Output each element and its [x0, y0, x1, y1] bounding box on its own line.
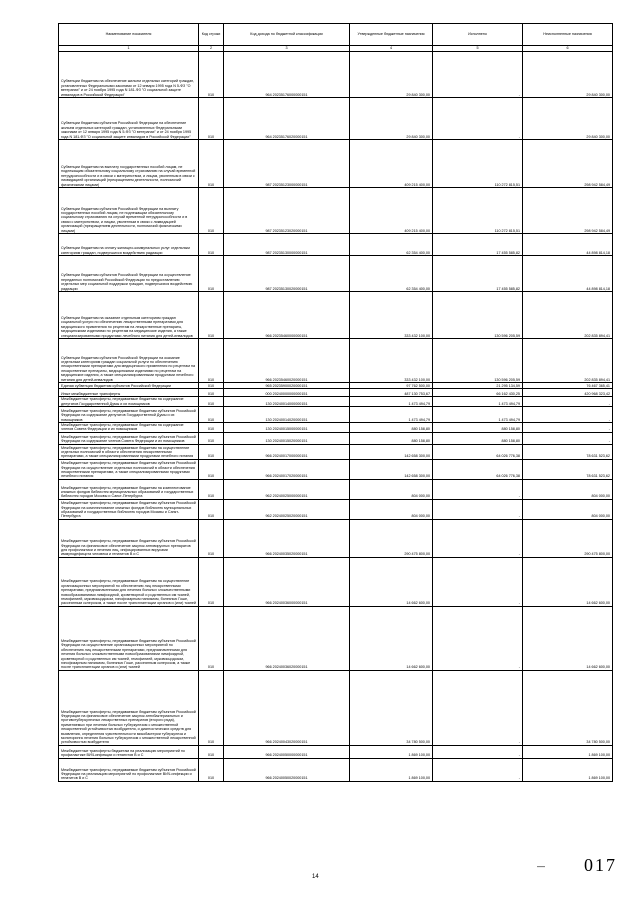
- row-unexecuted: 804 000,00: [523, 499, 613, 519]
- row-name: Субвенции бюджетам на оплату жилищно-коммунальных услуг отдельным категориям граждан, подвергшихся воздействию радиации: [59, 234, 199, 256]
- header-name: Наименование показателя: [59, 24, 199, 46]
- row-kbk: 966 20240036000000151: [224, 557, 350, 606]
- row-approved: 880 158,80: [350, 423, 433, 433]
- table-row: [59, 234, 613, 256]
- row-kbk: 965 20235900020000151: [224, 383, 350, 389]
- row-code: 010: [199, 52, 224, 98]
- table-row: [59, 423, 613, 433]
- table-row: [59, 188, 613, 234]
- row-unexecuted: 29 840 300,00: [523, 98, 613, 140]
- row-kbk: 964 20235176000000151: [224, 52, 350, 98]
- row-name: Межбюджетные трансферты, передаваемые бюджетам субъектов Российской Федерации на содержание депутатов Государственной Думы и их помощников: [59, 407, 199, 423]
- row-executed: 110 272 815,51: [433, 188, 523, 234]
- row-code: 010: [199, 670, 224, 745]
- table-row: [59, 140, 613, 188]
- row-code: 010: [199, 758, 224, 781]
- row-name: Субвенции бюджетам субъектов Российской Федерации на оказание отдельным категориям граждан социальной услуги по обеспечению лекарственными препаратами для медицинского применения по рецептам на лекарственные препараты, медицинскими изделиями по рецептам на медицинские изделия, а также специализированными продуктами лечебного питания для детей-инвалидов: [59, 339, 199, 383]
- row-executed: 21 295 134,59: [433, 383, 523, 389]
- column-number: 3: [224, 46, 350, 52]
- row-approved: 62 354 400,00: [350, 234, 433, 256]
- page-number: 14: [312, 874, 319, 880]
- row-executed: -: [433, 670, 523, 745]
- table-row: [59, 499, 613, 519]
- column-number: 2: [199, 46, 224, 52]
- row-unexecuted: 1 869 100,00: [523, 758, 613, 781]
- row-name: Межбюджетные трансферты, передаваемые бюджетам субъектов Российской Федерации на комплектование книжных фондов библиотек муниципальных образований и государственных библиотек городов Москвы и Санкт-Петербурга: [59, 499, 199, 519]
- row-executed: 66 162 430,25: [433, 389, 523, 397]
- table-row: [59, 292, 613, 339]
- row-code: 010: [199, 479, 224, 499]
- table-row: [59, 670, 613, 745]
- row-unexecuted: 1 869 100,00: [523, 745, 613, 758]
- row-unexecuted: 14 662 600,00: [523, 557, 613, 606]
- row-name: Межбюджетные трансферты, передаваемые бюджетам субъектов Российской Федерации на финансовое обеспечение закупок антибактериальных и противотуберкулезных лекарственных препаратов (второго ряда), применяемых при лечении больных туберкулезом с множественной лекарственной устойчивостью возбудителя, и диагностических средств для выявления, определения чувствительности микобактерии туберкулеза и мониторинга лечения больных туберкулезом с множественной лекарственной устойчивостью возбудителя: [59, 670, 199, 745]
- row-code: 010: [199, 557, 224, 606]
- row-executed: 880 158,80: [433, 423, 523, 433]
- row-code: 010: [199, 389, 224, 397]
- row-kbk: 966 20240017020000151: [224, 459, 350, 479]
- row-executed: -: [433, 98, 523, 140]
- row-name: Субвенции бюджетам на обеспечение жильем отдельных категорий граждан, установленных Федеральными законами от 12 января 1995 года N 5-ФЗ "О ветеранах" и от 24 ноября 1995 года N 181-ФЗ "О социальной защите инвалидов в Российской Федерации": [59, 52, 199, 98]
- row-name: Субвенции бюджетам на оказание отдельным категориям граждан социальной услуги по обеспечению лекарственными препаратами для медицинского применения по рецептам на лекарственные препараты, медицинскими изделиями по рецептам на медицинские изделия, а также специализированными продуктами лечебного питания для детей-инвалидов: [59, 292, 199, 339]
- row-unexecuted: 78 631 523,62: [523, 459, 613, 479]
- row-name: Межбюджетные трансферты, передаваемые бюджетам на содержание членов Совета Федерации и их помощников: [59, 423, 199, 433]
- table-row: [59, 444, 613, 459]
- row-approved: 804 000,00: [350, 479, 433, 499]
- row-kbk: 130 20240015020000151: [224, 432, 350, 444]
- table-row: [59, 745, 613, 758]
- column-number: 1: [59, 46, 199, 52]
- row-unexecuted: 290 475 800,00: [523, 519, 613, 557]
- row-kbk: 962 20240025000000151: [224, 479, 350, 499]
- row-unexecuted: 298 942 584,49: [523, 140, 613, 188]
- row-approved: 880 158,80: [350, 432, 433, 444]
- row-code: 010: [199, 397, 224, 407]
- row-executed: 880 158,80: [433, 432, 523, 444]
- row-approved: 29 840 300,00: [350, 98, 433, 140]
- row-approved: 333 432 100,00: [350, 292, 433, 339]
- row-name: Межбюджетные трансферты, передаваемые бюджетам на комплектование книжных фондов библиотек муниципальных образований и государственных библиотек городов Москвы и Санкт-Петербурга: [59, 479, 199, 499]
- row-executed: 130 596 205,59: [433, 292, 523, 339]
- row-name: Межбюджетные трансферты, передаваемые бюджетам субъектов Российской Федерации на осуществление отдельных полномочий в области обеспечения лекарственными препаратами, а также специализированными продуктами лечебного питания: [59, 459, 199, 479]
- row-executed: 110 272 815,51: [433, 140, 523, 188]
- row-unexecuted: 76 467 365,41: [523, 383, 613, 389]
- row-kbk: 987 20235130020000151: [224, 256, 350, 292]
- row-kbk: 966 20235460020000151: [224, 339, 350, 383]
- row-kbk: 966 20240050000000151: [224, 745, 350, 758]
- row-code: 010: [199, 234, 224, 256]
- table-row: [59, 52, 613, 98]
- row-approved: 62 354 400,00: [350, 256, 433, 292]
- row-unexecuted: 202 835 894,41: [523, 292, 613, 339]
- row-name: Межбюджетные трансферты, передаваемые бюджетам на осуществление отдельных полномочий в области обеспечения лекарственными препаратами, а также специализированными продуктами лечебного питания: [59, 444, 199, 459]
- row-kbk: 987 20235123020000151: [224, 188, 350, 234]
- table-row: [59, 557, 613, 606]
- table-row: [59, 339, 613, 383]
- row-approved: 804 000,00: [350, 499, 433, 519]
- row-code: 010: [199, 606, 224, 670]
- row-unexecuted: -: [523, 423, 613, 433]
- table-row: [59, 407, 613, 423]
- row-code: 010: [199, 423, 224, 433]
- row-unexecuted: -: [523, 432, 613, 444]
- row-code: 010: [199, 745, 224, 758]
- row-executed: 130 596 205,59: [433, 339, 523, 383]
- row-unexecuted: 44 898 814,18: [523, 256, 613, 292]
- row-name: Субвенции бюджетам субъектов Российской Федерации на выплату государственных пособий лицам, не подлежащим обязательному социальному страхованию на случай временной нетрудоспособности и в связи с материнством, и лицам, уволенным в связи с ликвидацией организаций (прекращением деятельности, полномочий физическими лицами): [59, 188, 199, 234]
- row-name: Субвенции бюджетам субъектов Российской Федерации на осуществление переданных полномочий Российской Федерации по предоставлению отдельных мер социальной поддержки граждан, подвергшихся воздействию радиации: [59, 256, 199, 292]
- row-kbk: 130 20240014020000151: [224, 407, 350, 423]
- row-approved: 1 473 494,79: [350, 407, 433, 423]
- row-kbk: 964 20235176020000151: [224, 98, 350, 140]
- row-approved: 14 662 600,00: [350, 606, 433, 670]
- row-code: 010: [199, 98, 224, 140]
- table-header-row: [59, 24, 613, 46]
- column-number: 4: [350, 46, 433, 52]
- row-approved: 1 869 100,00: [350, 745, 433, 758]
- dash-mark: —: [537, 862, 545, 871]
- table-row: [59, 98, 613, 140]
- row-unexecuted: 78 631 523,62: [523, 444, 613, 459]
- row-executed: -: [433, 606, 523, 670]
- row-executed: 64 026 776,38: [433, 444, 523, 459]
- row-executed: -: [433, 745, 523, 758]
- row-kbk: 000 20240000000000151: [224, 389, 350, 397]
- row-kbk: 966 20240035020000151: [224, 519, 350, 557]
- row-code: 010: [199, 459, 224, 479]
- row-kbk: 987 20235123000000151: [224, 140, 350, 188]
- row-kbk: 987 20235130000000151: [224, 234, 350, 256]
- header-kbk: Код дохода по бюджетной классификации: [224, 24, 350, 46]
- row-unexecuted: 44 898 814,18: [523, 234, 613, 256]
- table-row: [59, 432, 613, 444]
- table-row: [59, 459, 613, 479]
- column-number: 6: [523, 46, 613, 52]
- row-kbk: 130 20240015000000151: [224, 423, 350, 433]
- row-name: Межбюджетные трансферты, передаваемые бюджетам субъектов Российской Федерации на реализацию мероприятий по профилактике ВИЧ-инфекции и гепатитов B и C: [59, 758, 199, 781]
- page-stamp: 017: [584, 855, 617, 875]
- row-approved: 29 840 300,00: [350, 52, 433, 98]
- row-name: Иные межбюджетные трансферты: [59, 389, 199, 397]
- row-executed: 64 026 776,38: [433, 459, 523, 479]
- row-name: Межбюджетные трансферты, передаваемые бюджетам на осуществление организационных мероприятий по обеспечению лиц лекарственными препаратами, предназначенными для лечения больных злокачественными новообразованиями лимфоидной, кроветворной и родственных им тканей, гемофилией, муковисцидозом, гипофизарным нанизмом, болезнью Гоше, рассеянным склерозом, а также после трансплантации органов и (или) тканей: [59, 557, 199, 606]
- row-code: 010: [199, 519, 224, 557]
- row-kbk: 966 20240043020000151: [224, 670, 350, 745]
- table-row: [59, 519, 613, 557]
- row-approved: 409 215 400,00: [350, 188, 433, 234]
- row-approved: 333 432 100,00: [350, 339, 433, 383]
- row-approved: 34 780 500,00: [350, 670, 433, 745]
- row-kbk: 966 20240050020000151: [224, 758, 350, 781]
- row-code: 010: [199, 407, 224, 423]
- row-executed: -: [433, 758, 523, 781]
- budget-execution-table: [58, 23, 613, 782]
- row-approved: 409 215 400,00: [350, 140, 433, 188]
- row-kbk: 966 20240036020000151: [224, 606, 350, 670]
- row-unexecuted: 34 780 500,00: [523, 670, 613, 745]
- row-name: Межбюджетные трансферты, передаваемые бюджетам на содержание депутатов Государственной Думы и их помощников: [59, 397, 199, 407]
- column-number: 5: [433, 46, 523, 52]
- header-executed: Исполнено: [433, 24, 523, 46]
- row-approved: 487 130 753,67: [350, 389, 433, 397]
- row-executed: 17 455 585,82: [433, 234, 523, 256]
- row-name: Субвенции бюджетам субъектов Российской Федерации на обеспечение жильем отдельных категорий граждан, установленных Федеральными законами от 12 января 1995 года N 5-ФЗ "О ветеранах" и от 24 ноября 1995 года N 181-ФЗ "О социальной защите инвалидов в Российской Федерации": [59, 98, 199, 140]
- row-name: Межбюджетные трансферты, передаваемые бюджетам субъектов Российской Федерации на содержание членов Совета Федерации и их помощников: [59, 432, 199, 444]
- row-unexecuted: 420 968 323,42: [523, 389, 613, 397]
- row-code: 010: [199, 188, 224, 234]
- table-row: [59, 256, 613, 292]
- row-executed: -: [433, 52, 523, 98]
- row-kbk: 962 20240025020000151: [224, 499, 350, 519]
- row-executed: -: [433, 479, 523, 499]
- header-approved: Утвержденные бюджетные назначения: [350, 24, 433, 46]
- row-unexecuted: 298 942 584,49: [523, 188, 613, 234]
- table-row: [59, 397, 613, 407]
- row-approved: 1 473 494,79: [350, 397, 433, 407]
- header-unexecuted: Неисполненные назначения: [523, 24, 613, 46]
- row-approved: 1 869 100,00: [350, 758, 433, 781]
- table-row: [59, 758, 613, 781]
- header-code: Код строки: [199, 24, 224, 46]
- table-row: [59, 606, 613, 670]
- row-code: 010: [199, 383, 224, 389]
- row-unexecuted: -: [523, 397, 613, 407]
- row-executed: 1 473 494,79: [433, 397, 523, 407]
- row-executed: 17 455 585,82: [433, 256, 523, 292]
- row-code: 010: [199, 444, 224, 459]
- row-name: Субвенции бюджетам на выплату государственных пособий лицам, не подлежащим обязательному социальному страхованию на случай временной нетрудоспособности и в связи с материнством, и лицам, уволенным в связи с ликвидацией организаций (прекращением деятельности, полномочий физическими лицами): [59, 140, 199, 188]
- row-name: Межбюджетные трансферты, передаваемые бюджетам субъектов Российской Федерации на осуществление организационных мероприятий по обеспечению лиц лекарственными препаратами, предназначенными для лечения больных злокачественными новообразованиями лимфоидной, кроветворной и родственных им тканей, гемофилией, муковисцидозом, гипофизарным нанизмом, болезнью Гоше, рассеянным склерозом, а также после трансплантации органов и (или) тканей: [59, 606, 199, 670]
- row-approved: 142 658 300,00: [350, 459, 433, 479]
- row-kbk: 130 20240014000000151: [224, 397, 350, 407]
- row-code: 010: [199, 339, 224, 383]
- row-executed: 1 473 494,79: [433, 407, 523, 423]
- row-approved: 290 475 800,00: [350, 519, 433, 557]
- row-unexecuted: 29 840 300,00: [523, 52, 613, 98]
- row-unexecuted: 202 835 894,41: [523, 339, 613, 383]
- row-executed: -: [433, 499, 523, 519]
- row-name: Межбюджетные трансферты, передаваемые бюджетам субъектов Российской Федерации на финансовое обеспечение закупок антивирусных препаратов для профилактики и лечения лиц, инфицированных вирусами иммунодефицита человека и гепатитов B и C: [59, 519, 199, 557]
- row-unexecuted: -: [523, 407, 613, 423]
- row-executed: -: [433, 557, 523, 606]
- row-code: 010: [199, 140, 224, 188]
- row-kbk: 966 20240017000000151: [224, 444, 350, 459]
- row-unexecuted: 804 000,00: [523, 479, 613, 499]
- row-name: Единая субвенция бюджетам субъектов Российской Федерации: [59, 383, 199, 389]
- row-approved: 14 662 600,00: [350, 557, 433, 606]
- row-approved: 97 762 500,00: [350, 383, 433, 389]
- row-unexecuted: 14 662 600,00: [523, 606, 613, 670]
- row-kbk: 966 20235460000000151: [224, 292, 350, 339]
- row-code: 010: [199, 256, 224, 292]
- row-code: 010: [199, 499, 224, 519]
- table-row: [59, 389, 613, 397]
- row-code: 010: [199, 432, 224, 444]
- row-executed: -: [433, 519, 523, 557]
- row-approved: 142 658 300,00: [350, 444, 433, 459]
- row-name: Межбюджетные трансферты бюджетам на реализацию мероприятий по профилактике ВИЧ-инфекции и гепатитов B и C: [59, 745, 199, 758]
- row-code: 010: [199, 292, 224, 339]
- table-row: [59, 479, 613, 499]
